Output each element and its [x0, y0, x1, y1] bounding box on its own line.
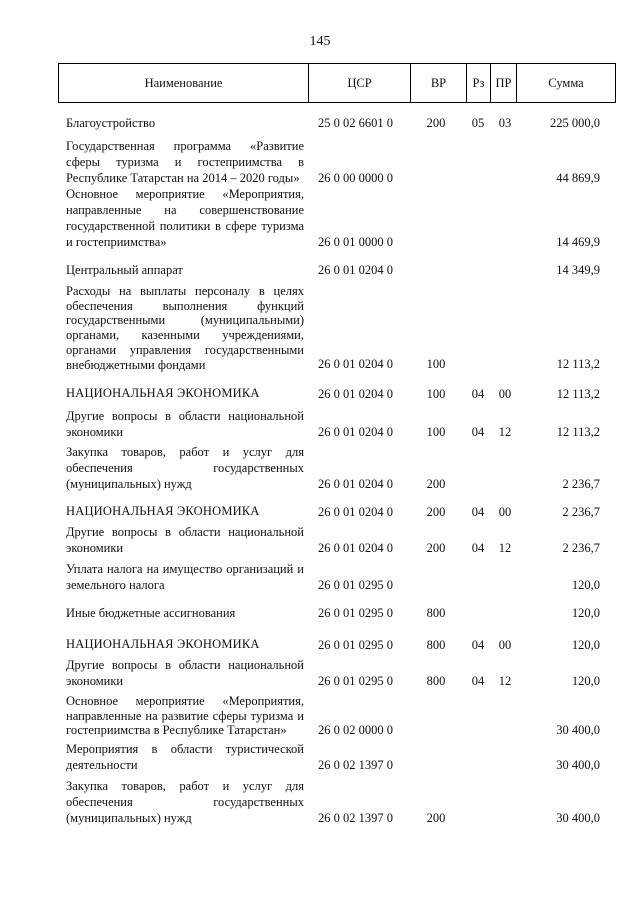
- row-csr: 26 0 01 0204 0: [318, 505, 393, 519]
- row-csr: 26 0 01 0204 0: [318, 387, 393, 401]
- row-pr: 12: [498, 674, 512, 688]
- row-name: Другие вопросы в области национальной экономики: [66, 409, 304, 439]
- row-rz: 04: [471, 425, 485, 439]
- row-sum: 120,0: [571, 674, 600, 688]
- row-sum: 12 113,2: [556, 425, 600, 439]
- row-name: Расходы на выплаты персоналу в целях обеспечения выполнения функций государственными (муниципальными) органами, казенными учреждениями, органами управления государственными внебюджетными фондами: [66, 284, 304, 372]
- row-csr: 26 0 00 0000 0: [318, 171, 393, 185]
- table-row: [66, 262, 608, 278]
- row-sum: 30 400,0: [556, 758, 600, 772]
- row-name: Основное мероприятие «Мероприятия, направленные на развитие сферы туризма и гостеприимства в Республике Татарстан»: [66, 694, 304, 738]
- table-row: [66, 444, 608, 492]
- table-row: [66, 657, 608, 689]
- row-vr: 100: [426, 425, 446, 439]
- row-name: Благоустройство: [66, 116, 156, 130]
- row-sum: 120,0: [571, 606, 600, 620]
- row-rz: 05: [471, 116, 485, 130]
- row-name: НАЦИОНАЛЬНАЯ ЭКОНОМИКА: [66, 386, 260, 400]
- row-vr: 200: [426, 477, 446, 491]
- row-sum: 2 236,7: [562, 477, 600, 491]
- row-sum: 14 469,9: [556, 235, 600, 249]
- row-rz: 04: [471, 674, 485, 688]
- column-header-vr: ВР: [411, 64, 467, 102]
- row-csr: 26 0 01 0204 0: [318, 477, 393, 491]
- row-csr: 26 0 02 1397 0: [318, 811, 393, 825]
- row-name: Центральный аппарат: [66, 263, 183, 277]
- row-sum: 14 349,9: [556, 263, 600, 277]
- row-name: НАЦИОНАЛЬНАЯ ЭКОНОМИКА: [66, 637, 260, 651]
- table-row: [66, 524, 608, 556]
- table-row: [66, 605, 608, 621]
- row-name: Мероприятия в области туристической деятельности: [66, 742, 304, 772]
- column-header-sum: Сумма: [548, 75, 584, 90]
- row-name: Иные бюджетные ассигнования: [66, 606, 236, 620]
- row-pr: 12: [498, 425, 512, 439]
- row-name: Государственная программа «Развитие сферы туризма и гостеприимства в Республике Татарстан на 2014 – 2020 годы»: [66, 139, 304, 185]
- table-row: [66, 138, 608, 186]
- row-name: Уплата налога на имущество организаций и земельного налога: [66, 562, 304, 592]
- row-sum: 225 000,0: [550, 116, 600, 130]
- row-name: Основное мероприятие «Мероприятия, направленные на совершенствование государственной политики в сфере туризма и гостеприимства»: [66, 187, 304, 249]
- table-row: [66, 778, 608, 826]
- column-header-pr: ПР: [491, 64, 517, 102]
- row-sum: 2 236,7: [562, 505, 600, 519]
- row-vr: 800: [426, 674, 446, 688]
- row-sum: 120,0: [571, 578, 600, 592]
- row-csr: 25 0 02 6601 0: [318, 116, 393, 130]
- table-row: [66, 741, 608, 773]
- row-sum: 12 113,2: [556, 387, 600, 401]
- row-sum: 30 400,0: [556, 723, 600, 737]
- row-sum: 44 869,9: [556, 171, 600, 185]
- row-pr: 12: [498, 541, 512, 555]
- row-pr: 00: [498, 638, 512, 652]
- row-csr: 26 0 01 0295 0: [318, 674, 393, 688]
- table-row: [66, 385, 608, 402]
- table-header: [58, 63, 616, 103]
- row-csr: 26 0 01 0204 0: [318, 425, 393, 439]
- row-rz: 04: [471, 638, 485, 652]
- row-name: НАЦИОНАЛЬНАЯ ЭКОНОМИКА: [66, 504, 260, 518]
- row-csr: 26 0 01 0204 0: [318, 357, 393, 371]
- column-header-rz: Рз: [467, 64, 491, 102]
- row-rz: 04: [471, 387, 485, 401]
- table-row: [66, 636, 608, 653]
- page-number: 145: [309, 34, 331, 49]
- row-sum: 30 400,0: [556, 811, 600, 825]
- row-csr: 26 0 01 0204 0: [318, 263, 393, 277]
- row-csr: 26 0 02 1397 0: [318, 758, 393, 772]
- row-csr: 26 0 01 0000 0: [318, 235, 393, 249]
- row-csr: 26 0 02 0000 0: [318, 723, 393, 737]
- row-vr: 800: [426, 606, 446, 620]
- table-row: [66, 503, 608, 520]
- table-row: [66, 284, 608, 372]
- table-row: [66, 115, 608, 131]
- row-name: Закупка товаров, работ и услуг для обеспечения государственных (муниципальных) нужд: [66, 779, 304, 825]
- row-rz: 04: [471, 541, 485, 555]
- row-sum: 2 236,7: [562, 541, 600, 555]
- row-csr: 26 0 01 0204 0: [318, 541, 393, 555]
- row-vr: 200: [426, 116, 446, 130]
- row-pr: 00: [498, 387, 512, 401]
- table-row: [66, 694, 608, 738]
- row-csr: 26 0 01 0295 0: [318, 606, 393, 620]
- row-name: Другие вопросы в области национальной экономики: [66, 525, 304, 555]
- column-header-name: Наименование: [59, 64, 309, 102]
- table-row: [66, 561, 608, 593]
- column-header-csr: ЦСР: [309, 64, 411, 102]
- row-sum: 12 113,2: [556, 357, 600, 371]
- row-csr: 26 0 01 0295 0: [318, 638, 393, 652]
- row-rz: 04: [471, 505, 485, 519]
- table-row: [66, 186, 608, 250]
- row-csr: 26 0 01 0295 0: [318, 578, 393, 592]
- row-vr: 100: [426, 387, 446, 401]
- row-vr: 200: [426, 541, 446, 555]
- row-vr: 100: [426, 357, 446, 371]
- row-pr: 00: [498, 505, 512, 519]
- row-sum: 120,0: [571, 638, 600, 652]
- row-vr: 800: [426, 638, 446, 652]
- row-pr: 03: [498, 116, 512, 130]
- table-row: [66, 408, 608, 440]
- row-vr: 200: [426, 811, 446, 825]
- row-name: Другие вопросы в области национальной экономики: [66, 658, 304, 688]
- row-vr: 200: [426, 505, 446, 519]
- row-name: Закупка товаров, работ и услуг для обеспечения государственных (муниципальных) нужд: [66, 445, 304, 491]
